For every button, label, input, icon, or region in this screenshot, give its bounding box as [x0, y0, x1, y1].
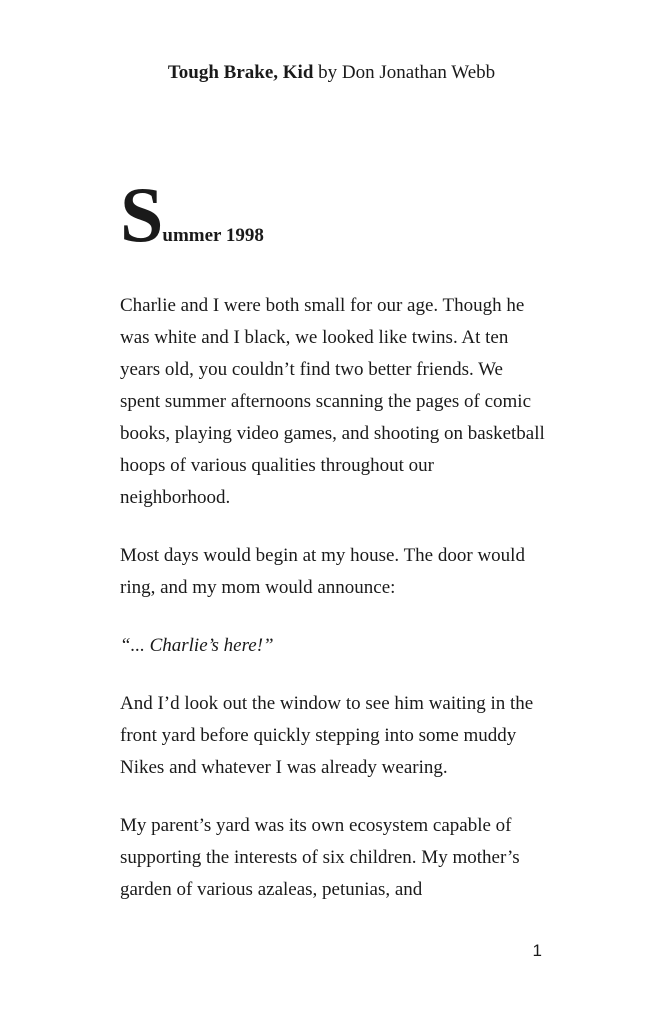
paragraph: My parent’s yard was its own ecosystem capable of supporting the interests of six children. My mother’s garden of various azaleas, petunias, and	[120, 815, 520, 900]
running-header	[0, 61, 663, 85]
chapter-heading	[120, 171, 264, 258]
book-title: Tough Brake, Kid	[167, 62, 314, 83]
paragraph: And I’d look out the window to see him waiting in the front yard before quickly stepping into some muddy Nikes and whatever I was already wearing.	[120, 693, 534, 778]
author-byline: by Don Jonathan Webb	[318, 62, 496, 83]
quoted-line: “... Charlie’s here!”	[120, 635, 274, 656]
paragraph: Charlie and I were both small for our age. Though he was white and I black, we looked like twins. At ten years old, you couldn’t find two better friends. We spent summer afternoons scanning the pages of comic books, playing video games, and shooting on basketball hoops of various qualities throughout our neighborhood.	[120, 295, 545, 508]
paragraph: Most days would begin at my house. The door would ring, and my mom would announce:	[120, 545, 525, 598]
body-text	[120, 290, 545, 932]
chapter-title-rest: ummer 1998	[162, 225, 264, 246]
drop-cap: S	[120, 171, 164, 258]
page-number: 1	[532, 941, 542, 960]
